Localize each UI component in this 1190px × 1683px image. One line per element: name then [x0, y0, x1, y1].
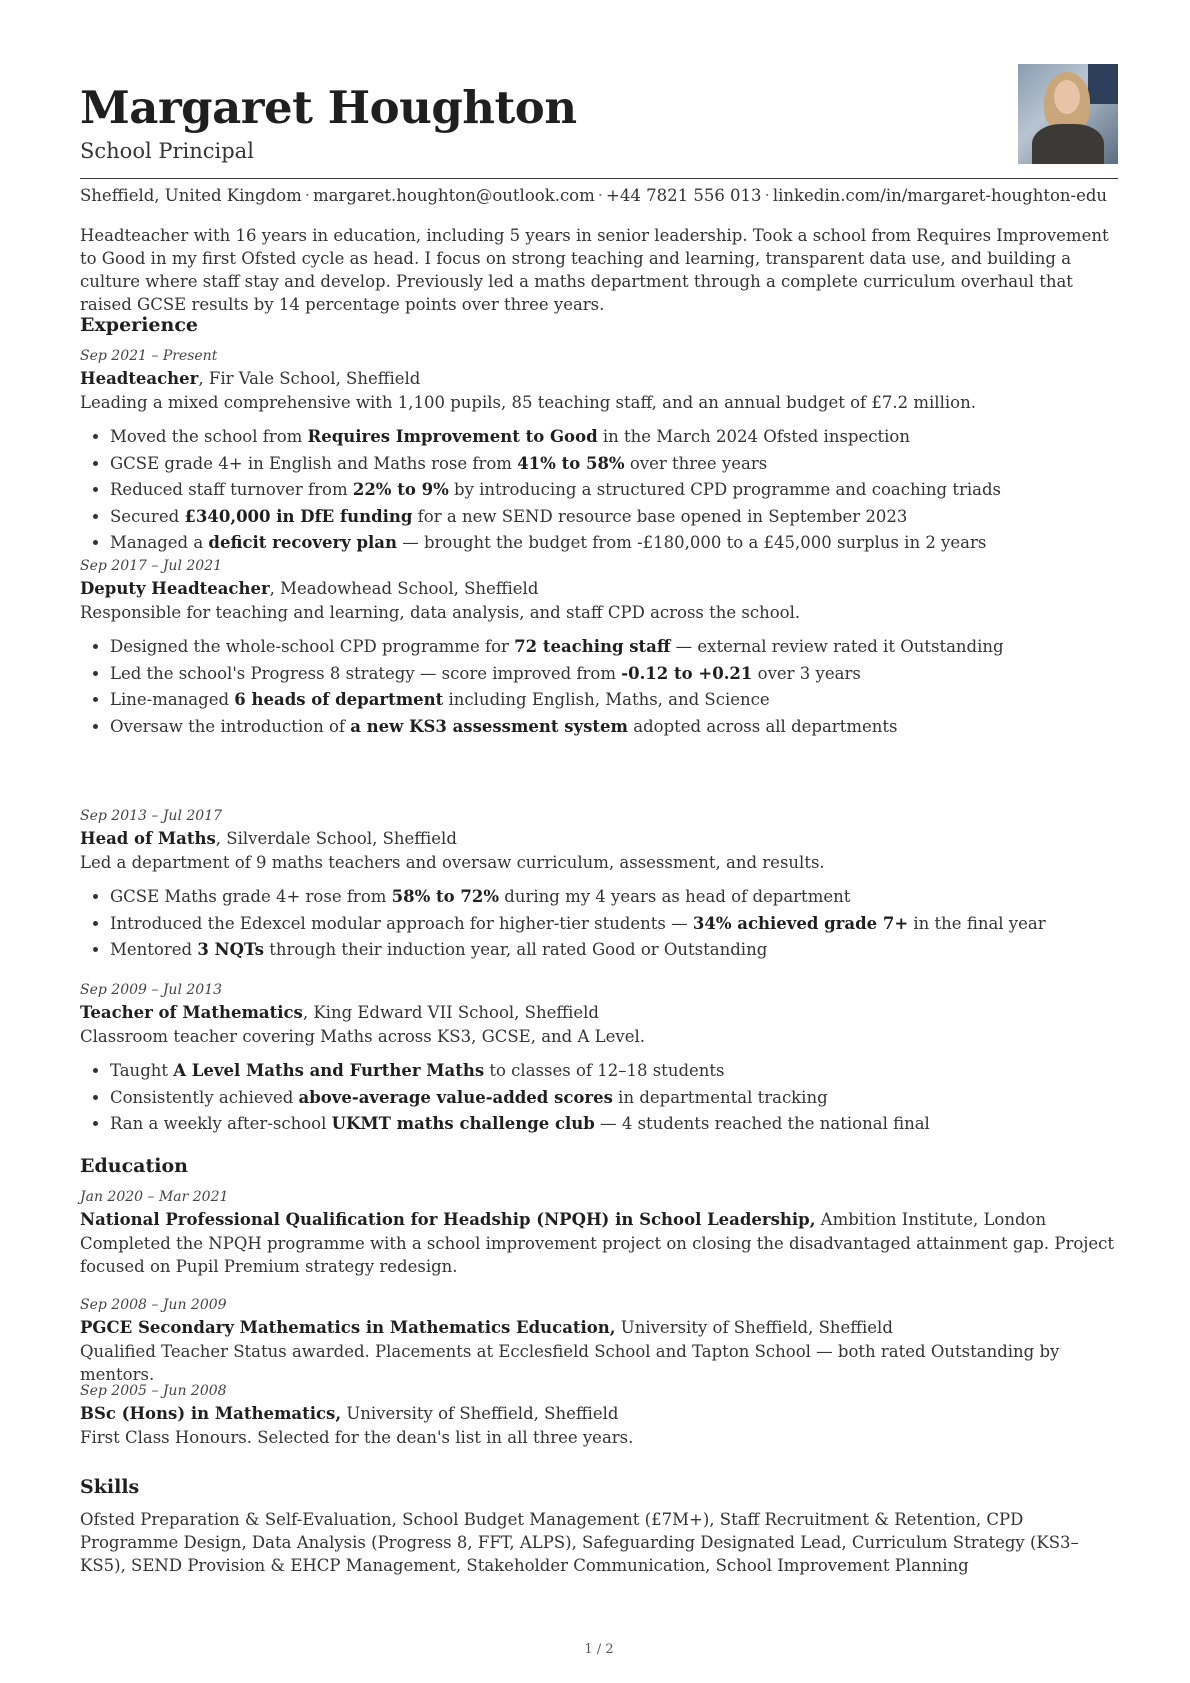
section-title-experience: Experience — [80, 314, 198, 336]
entry-bullets — [80, 424, 1118, 557]
contact-linkedin[interactable]: linkedin.com/in/margaret-houghton-edu — [772, 186, 1108, 205]
list-item: • Reduced staff turnover from 22% to 9% by introducing a structured CPD programme and coaching triads — [110, 477, 1118, 504]
entry-date: Sep 2005 – Jun 2008 — [80, 1383, 227, 1399]
entry-org: , Silverdale School, Sheffield — [215, 829, 457, 848]
entry-title-line — [80, 1208, 1118, 1232]
education-entry — [80, 1380, 1118, 1449]
entry-title: Head of Maths — [80, 829, 216, 848]
list-item: • Introduced the Edexcel modular approach for higher-tier students — 34% achieved grade 7+ in the final year — [110, 911, 1118, 938]
contact-line — [80, 184, 1107, 208]
contact-separator: · — [304, 186, 310, 205]
skills-list: Ofsted Preparation & Self-Evaluation, School Budget Management (£7M+), Staff Recruitment & Retention, CPD Programme Design, Data Analysis (Progress 8, FFT, ALPS), Safeguarding Designated Lead, Curriculum Strategy (KS3–KS5), SEND Provision & EHCP Management, Stakeholder Communication, School Improvement Planning — [80, 1510, 1079, 1575]
entry-description: Qualified Teacher Status awarded. Placements at Ecclesfield School and Tapton School — both rated Outstanding by mentors. — [80, 1342, 1060, 1384]
entry-org: , Meadowhead School, Sheffield — [269, 579, 539, 598]
list-item: • Moved the school from Requires Improvement to Good in the March 2024 Ofsted inspection — [110, 424, 1118, 451]
entry-bullets — [80, 884, 1118, 964]
entry-title-line — [80, 1402, 1118, 1426]
entry-description: Led a department of 9 maths teachers and oversaw curriculum, assessment, and results. — [80, 853, 825, 872]
education-entry — [80, 1294, 1118, 1386]
photo-background — [1088, 64, 1118, 104]
entry-org: , Fir Vale School, Sheffield — [198, 369, 421, 388]
list-item: • Line-managed 6 heads of department including English, Maths, and Science — [110, 687, 1118, 714]
list-item: • GCSE Maths grade 4+ rose from 58% to 72% during my 4 years as head of department — [110, 884, 1118, 911]
entry-description: Leading a mixed comprehensive with 1,100 pupils, 85 teaching staff, and an annual budget of £7.2 million. — [80, 393, 976, 412]
header-divider — [80, 178, 1118, 179]
entry-description: Classroom teacher covering Maths across KS3, GCSE, and A Level. — [80, 1027, 645, 1046]
experience-entry — [80, 979, 1118, 1138]
list-item: • Mentored 3 NQTs through their induction year, all rated Good or Outstanding — [110, 937, 1118, 964]
entry-bullets — [80, 1058, 1118, 1138]
entry-bullets — [80, 634, 1118, 740]
list-item: • Taught A Level Maths and Further Maths to classes of 12–18 students — [110, 1058, 1118, 1085]
education-entry — [80, 1186, 1118, 1278]
profile-summary: Headteacher with 16 years in education, including 5 years in senior leadership. Took a school from Requires Improvement to Good in my first Ofsted cycle as head. I focus on strong teaching and learning, transparent data use, and building a culture where staff stay and develop. Previously led a maths department through a complete curriculum overhaul that raised GCSE results by 14 percentage points over three years. — [80, 226, 1109, 314]
section-title-education: Education — [80, 1155, 188, 1177]
entry-title-line — [80, 367, 1118, 391]
photo-face — [1054, 80, 1080, 114]
entry-date: Sep 2017 – Jul 2021 — [80, 558, 223, 574]
photo-body — [1032, 124, 1104, 164]
entry-title: BSc (Hons) in Mathematics, — [80, 1404, 342, 1423]
entry-title-line — [80, 1316, 1118, 1340]
entry-date: Sep 2008 – Jun 2009 — [80, 1297, 227, 1313]
contact-phone[interactable]: +44 7821 556 013 — [606, 186, 762, 205]
entry-org: University of Sheffield, Sheffield — [615, 1318, 893, 1337]
entry-date: Jan 2020 – Mar 2021 — [80, 1189, 229, 1205]
entry-title-line — [80, 577, 1118, 601]
entry-title: PGCE Secondary Mathematics in Mathematics Education, — [80, 1318, 616, 1337]
entry-description: First Class Honours. Selected for the dean's list in all three years. — [80, 1428, 634, 1447]
list-item: • Secured £340,000 in DfE funding for a new SEND resource base opened in September 2023 — [110, 504, 1118, 531]
section-title-skills: Skills — [80, 1476, 140, 1498]
page-number: 1 / 2 — [584, 1642, 614, 1657]
contact-separator: · — [597, 186, 604, 205]
list-item: • Managed a deficit recovery plan — brought the budget from -£180,000 to a £45,000 surplus in 2 years — [110, 530, 1118, 557]
entry-date: Sep 2013 – Jul 2017 — [80, 808, 223, 824]
contact-email[interactable]: margaret.houghton@outlook.com — [313, 186, 595, 205]
candidate-role: School Principal — [80, 139, 254, 163]
experience-entry — [80, 555, 1118, 740]
profile-photo — [1018, 64, 1118, 164]
entry-description: Responsible for teaching and learning, data analysis, and staff CPD across the school. — [80, 603, 801, 622]
entry-date: Sep 2009 – Jul 2013 — [80, 982, 223, 998]
list-item: • Ran a weekly after-school UKMT maths challenge club — 4 students reached the national final — [110, 1111, 1118, 1138]
entry-title: National Professional Qualification for Headship (NPQH) in School Leadership, — [80, 1210, 816, 1229]
list-item: • Consistently achieved above-average value-added scores in departmental tracking — [110, 1085, 1118, 1112]
entry-org: , King Edward VII School, Sheffield — [302, 1003, 599, 1022]
entry-description: Completed the NPQH programme with a school improvement project on closing the disadvantaged attainment gap. Project focused on Pupil Premium strategy redesign. — [80, 1234, 1115, 1276]
experience-entry — [80, 805, 1118, 964]
entry-title: Teacher of Mathematics — [80, 1003, 303, 1022]
experience-entry — [80, 345, 1118, 557]
contact-location: Sheffield, United Kingdom — [80, 186, 302, 205]
entry-org: University of Sheffield, Sheffield — [341, 1404, 619, 1423]
list-item: • GCSE grade 4+ in English and Maths rose from 41% to 58% over three years — [110, 451, 1118, 478]
entry-title: Headteacher — [80, 369, 199, 388]
candidate-name: Margaret Houghton — [80, 81, 577, 134]
entry-org: Ambition Institute, London — [815, 1210, 1047, 1229]
list-item: • Designed the whole-school CPD programme for 72 teaching staff — external review rated it Outstanding — [110, 634, 1118, 661]
list-item: • Led the school's Progress 8 strategy — score improved from -0.12 to +0.21 over 3 years — [110, 661, 1118, 688]
entry-title-line — [80, 1001, 1118, 1025]
resume-header — [80, 80, 1118, 180]
entry-title-line — [80, 827, 1118, 851]
list-item: • Oversaw the introduction of a new KS3 assessment system adopted across all departments — [110, 714, 1118, 741]
contact-separator: · — [764, 186, 770, 205]
entry-date: Sep 2021 – Present — [80, 348, 218, 364]
entry-title: Deputy Headteacher — [80, 579, 270, 598]
resume-page — [80, 0, 1118, 1683]
